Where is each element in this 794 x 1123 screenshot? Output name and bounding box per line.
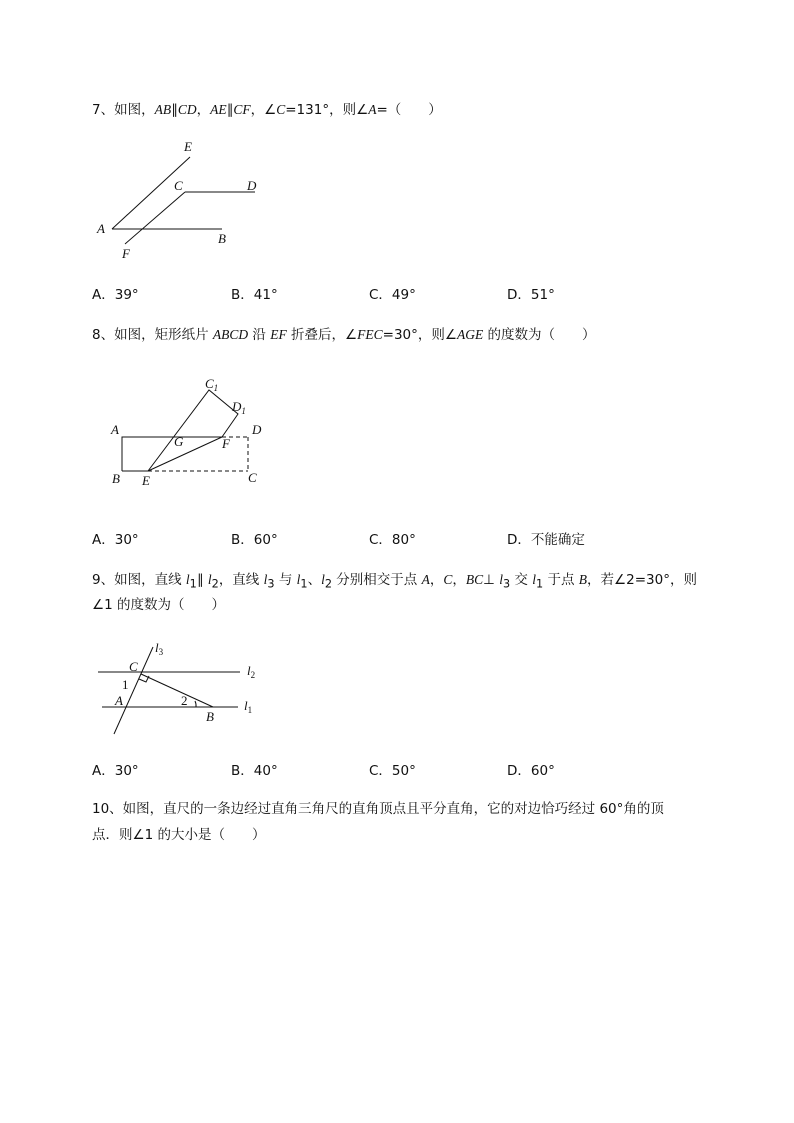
label-d1: $D_1$	[232, 399, 246, 416]
label-f: F	[222, 436, 230, 451]
label-c1: $C_1$	[205, 376, 219, 393]
option-a[interactable]: A．30°	[92, 532, 139, 548]
question-9-stem-line-1: 9、如图，直线 $l_1\parallel$ $l_2$，直线 $l_3$ 与 $l_1$、$l_2$ 分别相交于点 A，C，BC⊥ $l_3$ 交 $l_1$ 于点 B，若∠2=30°，则	[92, 572, 697, 591]
question-9-options	[92, 759, 732, 779]
question-10-stem-line-2: 点．则∠1 的大小是（ ）	[92, 827, 266, 843]
option-a[interactable]: A．39°	[92, 287, 139, 303]
option-c[interactable]: C．49°	[369, 287, 416, 303]
fold-line-ef	[148, 437, 222, 471]
option-a[interactable]: A．30°	[92, 763, 139, 779]
label-b: B	[206, 709, 214, 724]
label-g: G	[174, 434, 184, 449]
option-c[interactable]: C．80°	[369, 532, 416, 548]
option-c[interactable]: C．50°	[369, 763, 416, 779]
question-10-stem-line-1: 10、如图，直尺的一条边经过直角三角尺的直角顶点且平分直角，它的对边恰巧经过 60°角的顶	[92, 801, 664, 817]
label-d: D	[252, 422, 262, 437]
line-ae	[112, 157, 190, 229]
label-l3: $l_3$	[155, 640, 164, 657]
option-d[interactable]: D．51°	[507, 287, 555, 303]
label-angle-1: 1	[122, 677, 129, 692]
option-b[interactable]: B．41°	[231, 287, 278, 303]
label-c: C	[174, 178, 183, 193]
segment-bc	[141, 674, 213, 707]
label-e: E	[142, 473, 150, 488]
question-8-stem: 8、如图，矩形纸片 ABCD 沿 EF 折叠后，∠FEC=30°，则∠AGE 的度数为（ ）	[92, 327, 596, 343]
label-e: E	[184, 139, 192, 154]
option-b[interactable]: B．40°	[231, 763, 278, 779]
label-a: A	[97, 221, 105, 236]
label-angle-2: 2	[181, 693, 188, 708]
question-7-options	[92, 283, 732, 303]
label-f: F	[122, 246, 130, 261]
label-b: B	[112, 471, 120, 486]
option-d[interactable]: D．不能确定	[507, 532, 585, 548]
label-l1: $l_1$	[244, 698, 253, 715]
question-7-stem: 7、如图，AB∥CD，AE∥CF，∠C=131°，则∠A=（ ）	[92, 102, 442, 118]
right-angle-mark	[139, 676, 149, 682]
label-a: A	[111, 422, 119, 437]
angle-2-arc	[195, 701, 196, 707]
question-9-stem-line-2: ∠1 的度数为（ ）	[92, 597, 225, 613]
rect-left-top-edges	[122, 437, 222, 471]
label-b: B	[218, 231, 226, 246]
label-d: D	[247, 178, 257, 193]
line-cf	[125, 192, 185, 244]
option-b[interactable]: B．60°	[231, 532, 278, 548]
question-8-options	[92, 528, 732, 548]
line-l3	[114, 647, 153, 734]
option-d[interactable]: D．60°	[507, 763, 555, 779]
label-l2: $l_2$	[247, 663, 256, 680]
label-c: C	[248, 470, 257, 485]
label-c: C	[129, 659, 138, 674]
folded-flap	[148, 390, 238, 471]
label-a: A	[115, 693, 123, 708]
